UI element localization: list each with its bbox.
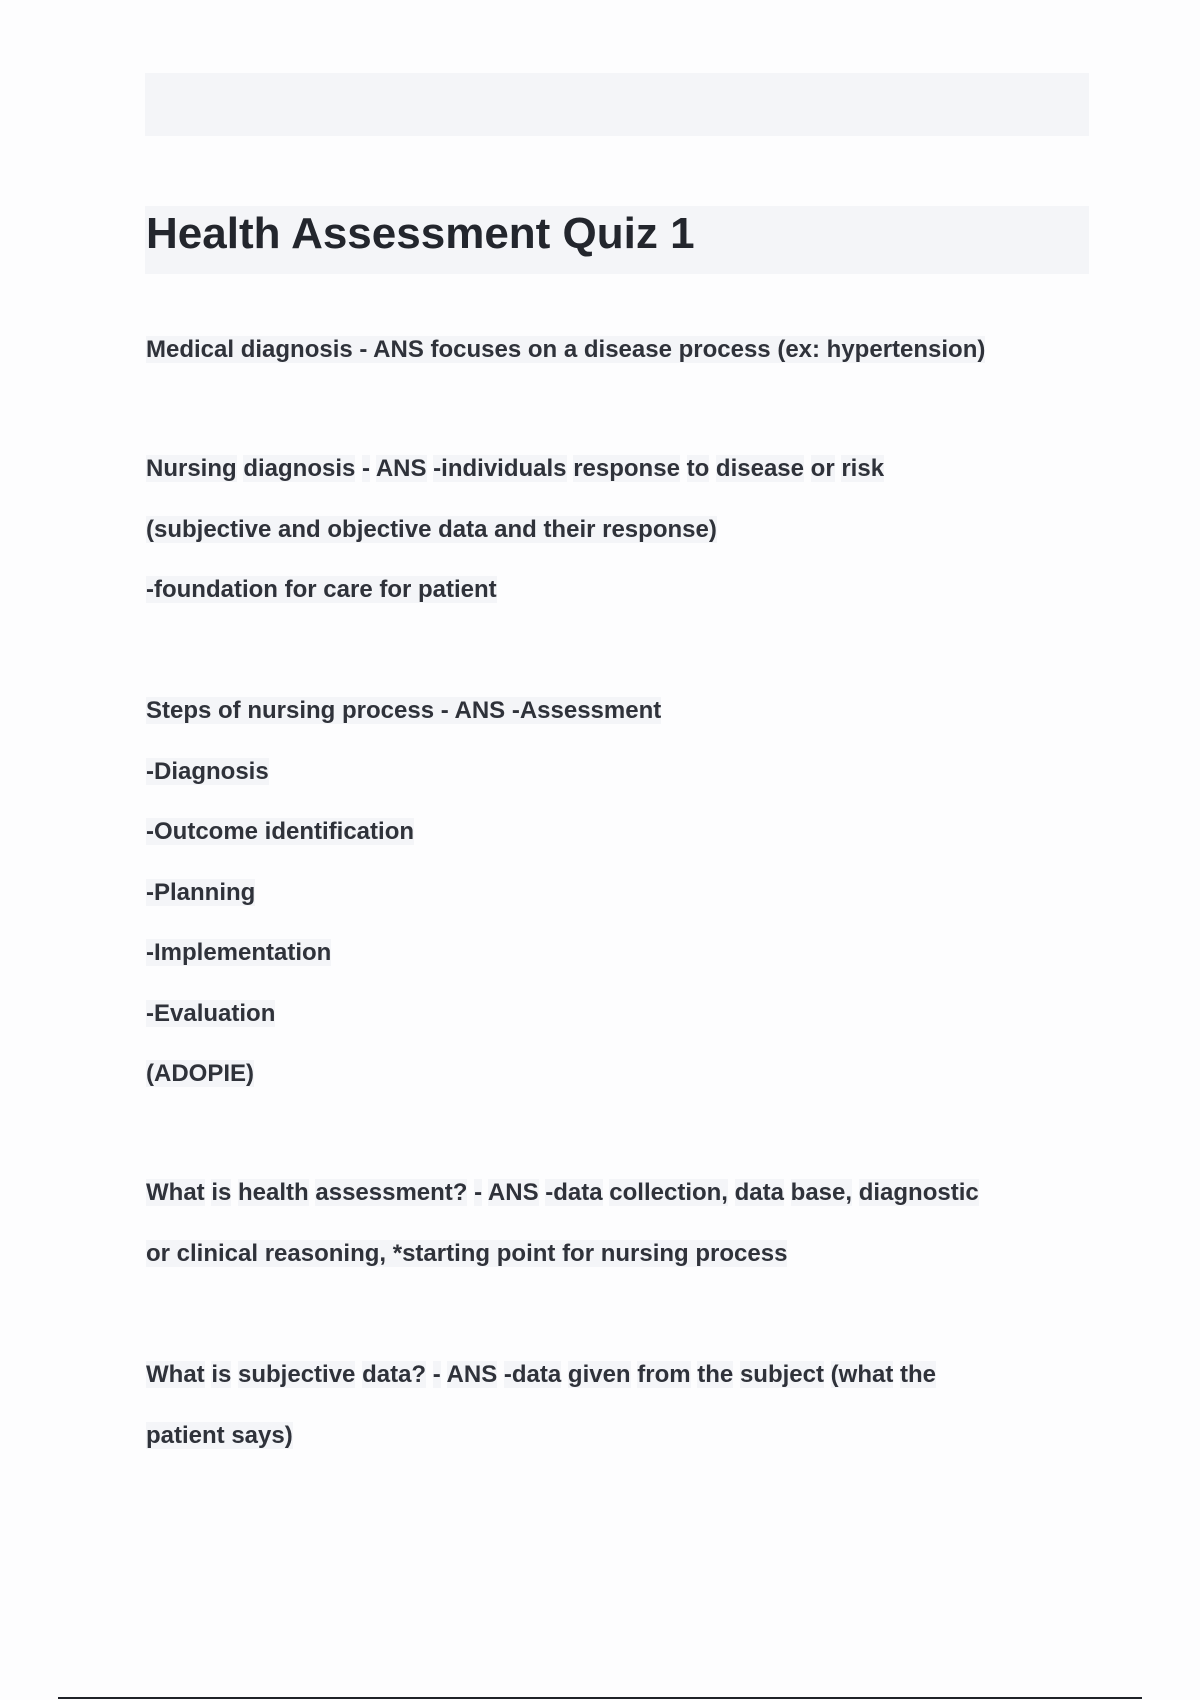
word: from	[637, 1361, 691, 1388]
text-line: (subjective and objective data and their response)	[146, 515, 717, 543]
word: the	[697, 1361, 734, 1388]
word: ANS	[375, 455, 427, 482]
word: -	[474, 1179, 483, 1206]
text-line: or clinical reasoning, *starting point for nursing process	[146, 1239, 788, 1267]
word: is	[211, 1179, 232, 1206]
word: collection,	[609, 1179, 728, 1206]
word: (what	[830, 1361, 894, 1388]
word: subjective	[238, 1361, 356, 1388]
qa-item-health-assessment	[146, 1163, 1087, 1284]
text-line: Steps of nursing process - ANS -Assessment	[146, 697, 662, 724]
word: Nursing	[146, 455, 237, 482]
word: given	[567, 1361, 631, 1388]
word: health	[238, 1179, 309, 1206]
text-line: -Outcome identification	[146, 818, 415, 845]
word: diagnosis	[243, 455, 356, 482]
word: -data	[503, 1361, 562, 1388]
word: diagnostic	[858, 1179, 979, 1206]
text-line: -foundation for care for patient	[146, 576, 497, 603]
word: is	[211, 1361, 232, 1388]
word: disease	[715, 455, 804, 482]
word: -data	[545, 1179, 603, 1206]
word: ANS	[487, 1179, 539, 1206]
qa-item-nursing-process-steps	[146, 681, 1087, 1105]
justified-line	[146, 1163, 1087, 1224]
word: -	[432, 1361, 441, 1388]
footer-divider	[58, 1697, 1142, 1699]
word: -	[362, 455, 371, 482]
page-title: Health Assessment Quiz 1	[146, 209, 695, 258]
text-line: patient says)	[146, 1421, 293, 1449]
text-line: (ADOPIE)	[146, 1060, 254, 1087]
qa-item-nursing-diagnosis	[146, 439, 1087, 621]
word: assessment?	[315, 1179, 468, 1206]
justified-line	[146, 1345, 1087, 1406]
qa-item-subjective-data	[146, 1345, 1087, 1466]
word: to	[686, 455, 710, 482]
word: the	[900, 1361, 936, 1388]
word: ANS	[446, 1361, 498, 1388]
text-line: -Implementation	[146, 939, 332, 966]
qa-item-medical-diagnosis	[146, 320, 1087, 381]
header-band	[145, 73, 1089, 136]
word: data?	[362, 1361, 427, 1388]
text-line: -Diagnosis	[146, 757, 269, 785]
word: subject	[739, 1361, 824, 1388]
word: risk	[841, 455, 885, 482]
word: -individuals	[433, 455, 567, 482]
word: What	[146, 1361, 205, 1388]
word: data	[734, 1179, 784, 1206]
justified-line	[146, 439, 1087, 500]
text-line: -Evaluation	[146, 999, 276, 1027]
word: base,	[790, 1179, 853, 1206]
text-line: Medical diagnosis - ANS focuses on a disease process (ex: hypertension)	[146, 336, 986, 363]
word: or	[810, 455, 835, 482]
word: response	[573, 455, 680, 482]
word: What	[146, 1179, 205, 1206]
text-line: -Planning	[146, 878, 256, 906]
